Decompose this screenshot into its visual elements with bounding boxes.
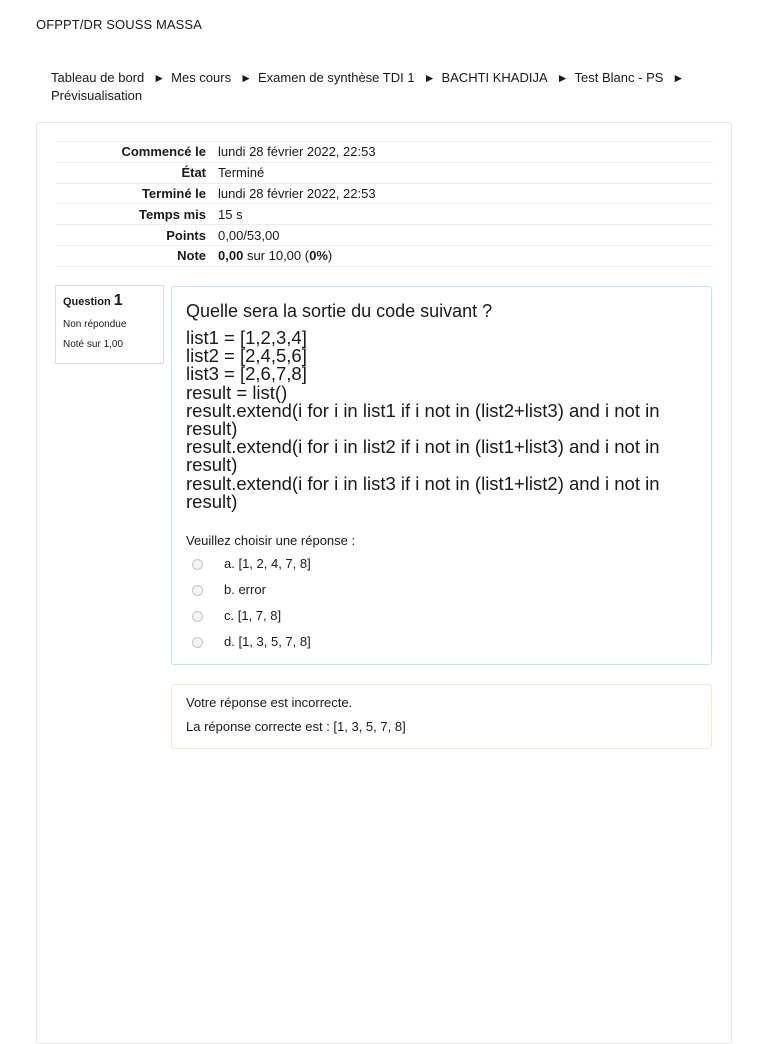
breadcrumb-separator-icon: ► [556, 71, 569, 85]
summary-value [218, 245, 713, 266]
summary-label: Note [177, 248, 206, 264]
breadcrumb [51, 69, 741, 105]
summary-row-started [56, 142, 713, 163]
grade-percent: 0% [309, 248, 328, 264]
summary-row-grade [56, 245, 713, 266]
attempt-summary-table [56, 141, 713, 267]
summary-value: 0,00/53,00 [218, 227, 280, 243]
code-line: list2 = [2,4,5,6] [186, 345, 307, 367]
question-formulation [171, 286, 712, 665]
breadcrumb-item-my-courses[interactable]: Mes cours [171, 70, 232, 85]
answer-label: b. error [224, 582, 266, 597]
question-code [186, 329, 686, 511]
summary-label: État [181, 165, 206, 181]
summary-label: Commencé le [121, 144, 206, 160]
summary-row-completed [56, 183, 713, 204]
grade-score: 0,00 [218, 248, 244, 264]
feedback-correct-answer: La réponse correcte est : [1, 3, 5, 7, 8] [186, 719, 406, 734]
breadcrumb-item-course[interactable]: Examen de synthèse TDI 1 [258, 70, 415, 85]
summary-value: 15 s [218, 206, 243, 222]
answer-label: c. [1, 7, 8] [224, 608, 282, 623]
summary-value: lundi 28 février 2022, 22:53 [218, 185, 376, 201]
breadcrumb-item-preview[interactable]: Prévisualisation [51, 88, 143, 103]
answer-prompt: Veuillez choisir une réponse : [186, 533, 356, 548]
breadcrumb-item-dashboard[interactable]: Tableau de bord [51, 70, 145, 85]
question-label: Question [63, 296, 111, 308]
code-line: list1 = [1,2,3,4] [186, 327, 307, 348]
breadcrumb-item-quiz[interactable]: Test Blanc - PS [574, 70, 664, 85]
answer-option-d[interactable] [192, 634, 311, 649]
answer-label: a. [1, 2, 4, 7, 8] [224, 556, 311, 571]
breadcrumb-item-section[interactable]: BACHTI KHADIJA [441, 70, 548, 85]
feedback-box [171, 684, 712, 749]
code-line: result.extend(i for i in list3 if i not in (list1+list2) and i not in result) [186, 472, 660, 512]
radio-button[interactable] [192, 559, 203, 570]
summary-value: lundi 28 février 2022, 22:53 [218, 144, 376, 160]
site-title: OFPPT/DR SOUSS MASSA [36, 17, 202, 32]
summary-row-points [56, 225, 713, 246]
feedback-result: Votre réponse est incorrecte. [186, 695, 353, 710]
summary-label: Points [166, 227, 206, 243]
breadcrumb-separator-icon: ► [672, 71, 685, 85]
summary-row-time-taken [56, 204, 713, 225]
question-info-box [55, 285, 164, 364]
breadcrumb-separator-icon: ► [240, 71, 252, 85]
question-grade: Noté sur 1,00 [63, 339, 124, 350]
summary-row-state [56, 162, 713, 183]
radio-button[interactable] [192, 637, 203, 648]
code-line: result = list() [186, 381, 288, 403]
answer-label: d. [1, 3, 5, 7, 8] [224, 634, 311, 649]
breadcrumb-separator-icon: ► [153, 71, 166, 85]
breadcrumb-separator-icon: ► [423, 71, 436, 85]
answer-option-b[interactable] [192, 582, 266, 597]
summary-label: Temps mis [139, 206, 206, 222]
answer-option-a[interactable] [192, 556, 311, 571]
code-line: result.extend(i for i in list1 if i not in (list2+list3) and i not in result) [186, 399, 660, 440]
summary-value: Terminé [218, 165, 265, 181]
code-line: list3 = [2,6,7,8] [186, 363, 307, 385]
summary-label: Terminé le [141, 185, 206, 201]
radio-button[interactable] [192, 585, 203, 596]
question-state: Non répondue [63, 319, 127, 330]
grade-out-of: sur 10,00 ( [246, 248, 310, 264]
grade-close-paren: ) [327, 248, 333, 264]
answer-option-c[interactable] [192, 608, 281, 623]
radio-button[interactable] [192, 611, 203, 622]
question-text: Quelle sera la sortie du code suivant ? [186, 301, 493, 321]
code-line: result.extend(i for i in list2 if i not in (list1+list3) and i not in result) [186, 436, 660, 476]
question-number [63, 292, 156, 310]
question-number-value: 1 [113, 292, 123, 309]
